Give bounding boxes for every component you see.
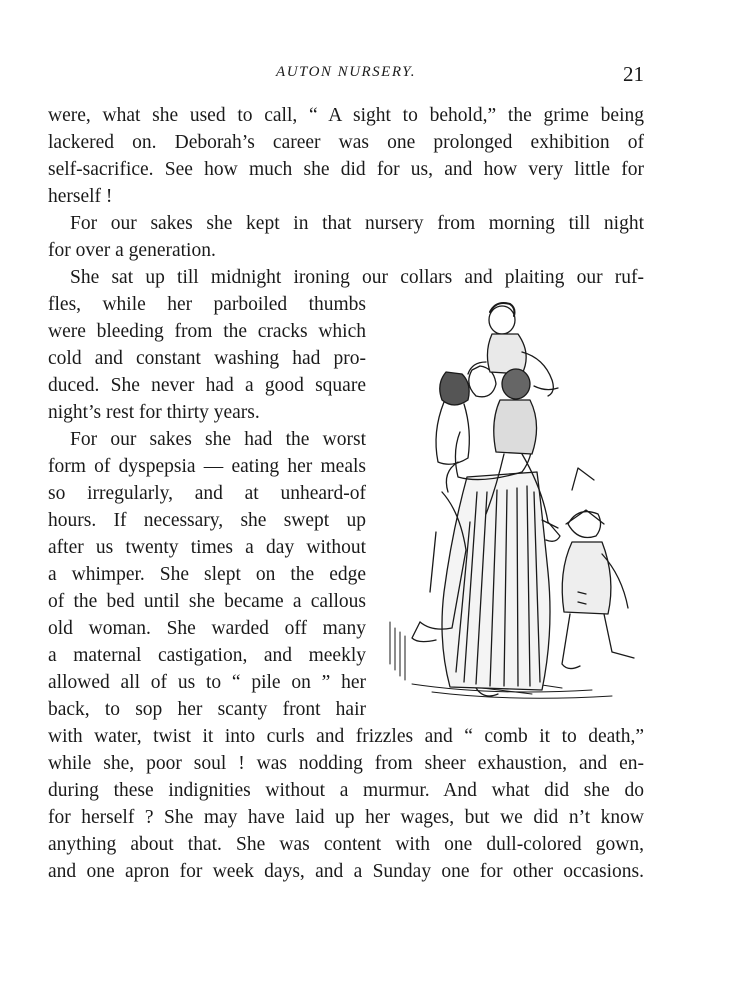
- text-line: with water, twist it into curls and frizzles and “ comb it to death,”: [48, 726, 644, 747]
- text-line: cold and constant washing had pro-: [48, 348, 366, 369]
- text-line: For our sakes she had the worst: [70, 429, 366, 450]
- text-line: self-sacrifice. See how much she did for us, and how very little for: [48, 159, 644, 180]
- text-line: allowed all of us to “ pile on ” her: [48, 672, 366, 693]
- text-line: of the bed until she became a callous: [48, 591, 366, 612]
- text-line: for herself ? She may have laid up her wages, but we did n’t know: [48, 807, 644, 828]
- text-line: hours. If necessary, she swept up: [48, 510, 366, 531]
- nursery-illustration: [372, 292, 650, 712]
- text-line: duced. She never had a good square: [48, 375, 366, 396]
- text-line: after us twenty times a day without: [48, 537, 366, 558]
- text-line: anything about that. She was content with one dull-colored gown,: [48, 834, 644, 855]
- running-title: AUTON NURSERY.: [276, 64, 416, 80]
- text-line: old woman. She warded off many: [48, 618, 366, 639]
- text-line: while she, poor soul ! was nodding from sheer exhaustion, and en-: [48, 753, 644, 774]
- text-line: were, what she used to call, “ A sight to behold,” the grime being: [48, 105, 644, 126]
- text-line: for over a generation.: [48, 240, 216, 261]
- small-boy: [562, 468, 634, 669]
- text-line: herself !: [48, 186, 113, 207]
- text-line: form of dyspepsia — eating her meals: [48, 456, 366, 477]
- running-head: [48, 62, 644, 86]
- page-number: 21: [623, 62, 644, 86]
- text-line: For our sakes she kept in that nursery from morning till night: [70, 213, 644, 234]
- text-line: a maternal castigation, and meekly: [48, 645, 366, 666]
- text-line: back, to sop her scanty front hair: [48, 699, 366, 720]
- text-line: fles, while her parboiled thumbs: [48, 294, 366, 315]
- text-line: night’s rest for thirty years.: [48, 402, 260, 423]
- text-line: and one apron for week days, and a Sunday one for other occasions.: [48, 861, 644, 882]
- text-line: were bleeding from the cracks which: [48, 321, 366, 342]
- text-line: so irregularly, and at unheard-of: [48, 483, 366, 504]
- text-line: She sat up till midnight ironing our collars and plaiting our ruf-: [70, 267, 644, 288]
- text-line: during these indignities without a murmur. And what did she do: [48, 780, 644, 801]
- text-line: a whimper. She slept on the edge: [48, 564, 366, 585]
- text-line: lackered on. Deborah’s career was one prolonged exhibition of: [48, 132, 644, 153]
